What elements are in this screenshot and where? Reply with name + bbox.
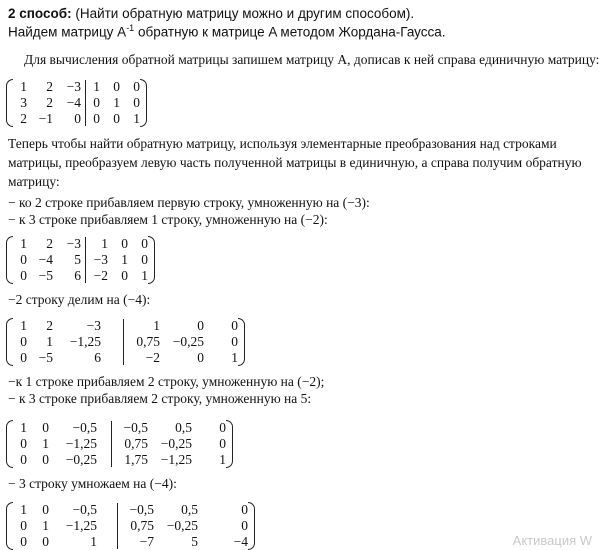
matrix-step-3 xyxy=(6,420,233,468)
heading-line-2 xyxy=(8,23,446,40)
matrix-cell: −0,25 xyxy=(172,334,204,349)
matrix-cell: 1 xyxy=(141,268,148,283)
matrix-cell: −2 xyxy=(93,268,108,283)
matrix-cell: −1,25 xyxy=(69,334,101,349)
matrix-initial xyxy=(6,79,147,127)
matrix-cell: 0 xyxy=(113,111,120,126)
matrix-cell: 1 xyxy=(101,236,108,251)
matrix-cell: 5 xyxy=(191,534,198,549)
matrix-cell: −1 xyxy=(38,111,53,126)
heading-line2-a: Найдем матрицу A xyxy=(8,24,127,40)
step-3b: − к 3 строке прибавляем 2 строку, умноженную на 5: xyxy=(8,391,312,406)
matrix-cell: 0 xyxy=(20,452,27,467)
matrix-cell: 0 xyxy=(219,420,226,435)
matrix-cell: 0 xyxy=(141,252,148,267)
matrix-cell: 1 xyxy=(93,79,100,94)
matrix-cell: 0 xyxy=(197,318,204,333)
matrix-cell: 1 xyxy=(133,111,140,126)
matrix-cell: −3 xyxy=(93,252,108,267)
matrix-cell: −0,5 xyxy=(72,502,97,517)
step-1a: − ко 2 строке прибавляем первую строку, умноженную на (−3): xyxy=(8,195,370,210)
matrix-cell: 0 xyxy=(133,95,140,110)
matrix-cell: 1 xyxy=(20,502,27,517)
matrix-cell: 6 xyxy=(74,268,81,283)
matrix-cell: −1,25 xyxy=(160,452,192,467)
matrix-cell: 0 xyxy=(20,268,27,283)
matrix-initial-right xyxy=(90,79,140,127)
step-4: − 3 строку умножаем на (−4): xyxy=(8,476,177,491)
matrix-cell: 1 xyxy=(42,518,49,533)
matrix-cell: −0,5 xyxy=(129,502,154,517)
matrix-cell: −3 xyxy=(86,318,101,333)
matrix-cell: 0 xyxy=(121,236,128,251)
matrix-cell: 0 xyxy=(20,436,27,451)
matrix-cell: 0 xyxy=(42,420,49,435)
matrix-cell: −4 xyxy=(66,95,81,110)
matrix-cell: 0,5 xyxy=(175,420,192,435)
matrix-cell: 1 xyxy=(20,236,27,251)
heading-bold: 2 способ: xyxy=(8,6,72,21)
matrix-cell: 1 xyxy=(90,534,97,549)
left-paren xyxy=(6,502,13,550)
matrix-cell: 1 xyxy=(20,318,27,333)
left-paren xyxy=(6,79,13,127)
matrix-cell: −5 xyxy=(38,350,53,365)
heading-rest: (Найти обратную матрицу можно и другим способом). xyxy=(71,6,415,21)
matrix-cell: 0 xyxy=(197,350,204,365)
matrix-cell: 0 xyxy=(93,95,100,110)
matrix-cell: 1 xyxy=(20,79,27,94)
matrix-cell: 0 xyxy=(141,236,148,251)
matrix-cell: 0,75 xyxy=(124,436,148,451)
left-paren xyxy=(6,318,13,366)
matrix-cell: 0 xyxy=(241,502,248,517)
explanation-paragraph: Теперь чтобы найти обратную матрицу, используя элементарные преобразования над строками матрицы, преобразуем левую часть полученной матрицы в единичную, а справа получим обратную матрицу: xyxy=(8,136,582,189)
augment-divider xyxy=(85,237,86,283)
matrix-step-1 xyxy=(6,236,155,284)
matrix-cell: 1 xyxy=(219,452,226,467)
matrix-cell: −0,25 xyxy=(65,452,97,467)
right-paren xyxy=(148,236,155,284)
augment-divider xyxy=(111,421,112,467)
matrix-cell: 2 xyxy=(46,95,53,110)
matrix-cell: −0,25 xyxy=(166,518,198,533)
matrix-cell: 0 xyxy=(231,334,238,349)
matrix-cell: −2 xyxy=(145,350,160,365)
right-paren xyxy=(226,420,233,468)
matrix-cell: 0 xyxy=(20,334,27,349)
matrix-step-4 xyxy=(6,502,255,550)
matrix-cell: 0,75 xyxy=(130,518,154,533)
right-paren xyxy=(140,79,147,127)
matrix-cell: 6 xyxy=(94,350,101,365)
right-paren xyxy=(248,502,255,550)
matrix-cell: 0 xyxy=(74,111,81,126)
matrix-cell: −7 xyxy=(139,534,154,549)
matrix-cell: 1 xyxy=(46,334,53,349)
matrix-cell: 2 xyxy=(46,236,53,251)
matrix-cell: 0 xyxy=(20,534,27,549)
matrix-initial-left xyxy=(13,79,81,127)
matrix-cell: −5 xyxy=(38,268,53,283)
matrix-cell: 0 xyxy=(20,350,27,365)
matrix-cell: 0 xyxy=(113,79,120,94)
matrix-cell: 2 xyxy=(46,318,53,333)
inverse-superscript: -1 xyxy=(126,23,135,33)
activation-watermark: Активация W xyxy=(512,533,592,548)
augment-divider xyxy=(85,80,86,126)
matrix-cell: 1,75 xyxy=(124,452,148,467)
heading-line2-b: обратную к матрице A методом Жордана-Гаусса. xyxy=(134,24,446,40)
matrix-cell: 0 xyxy=(219,436,226,451)
matrix-cell: 0 xyxy=(42,534,49,549)
matrix-cell: 1 xyxy=(121,252,128,267)
step-2: −2 строку делим на (−4): xyxy=(8,292,151,307)
matrix-cell: 2 xyxy=(20,111,27,126)
step-1b: − к 3 строке прибавляем 1 строку, умноженную на (−2): xyxy=(8,212,328,227)
matrix-cell: 0 xyxy=(241,518,248,533)
matrix-cell: −0,5 xyxy=(123,420,148,435)
matrix-cell: −4 xyxy=(233,534,248,549)
matrix-cell: 1 xyxy=(231,350,238,365)
matrix-cell: −3 xyxy=(66,236,81,251)
matrix-cell: 0 xyxy=(20,518,27,533)
intro-text: Для вычисления обратной матрицы запишем матрицу A, дописав к ней справа единичную матрицу: xyxy=(24,52,600,67)
matrix-cell: 0 xyxy=(42,502,49,517)
step-3a: −к 1 строке прибавляем 2 строку, умноженную на (−2); xyxy=(8,374,325,389)
right-paren xyxy=(238,318,245,366)
matrix-cell: 1 xyxy=(113,95,120,110)
matrix-cell: −1,25 xyxy=(65,518,97,533)
matrix-cell: 1 xyxy=(20,420,27,435)
matrix-cell: 0 xyxy=(42,452,49,467)
matrix-cell: 3 xyxy=(20,95,27,110)
matrix-cell: 0 xyxy=(20,252,27,267)
heading-line-1 xyxy=(8,6,414,21)
matrix-cell: −4 xyxy=(38,252,53,267)
left-paren xyxy=(6,420,13,468)
matrix-cell: −0,5 xyxy=(72,420,97,435)
matrix-cell: 0,75 xyxy=(136,334,160,349)
matrix-cell: 0 xyxy=(133,79,140,94)
matrix-cell: −1,25 xyxy=(65,436,97,451)
matrix-cell: 2 xyxy=(46,79,53,94)
augment-divider xyxy=(117,503,118,549)
matrix-cell: 0 xyxy=(231,318,238,333)
matrix-cell: 0,5 xyxy=(181,502,198,517)
matrix-step-2 xyxy=(6,318,245,366)
matrix-cell: 5 xyxy=(74,252,81,267)
matrix-cell: 0 xyxy=(93,111,100,126)
matrix-cell: −0,25 xyxy=(160,436,192,451)
matrix-cell: 1 xyxy=(42,436,49,451)
matrix-cell: −3 xyxy=(66,79,81,94)
augment-divider xyxy=(123,319,124,365)
matrix-cell: 0 xyxy=(121,268,128,283)
matrix-cell: 1 xyxy=(153,318,160,333)
left-paren xyxy=(6,236,13,284)
